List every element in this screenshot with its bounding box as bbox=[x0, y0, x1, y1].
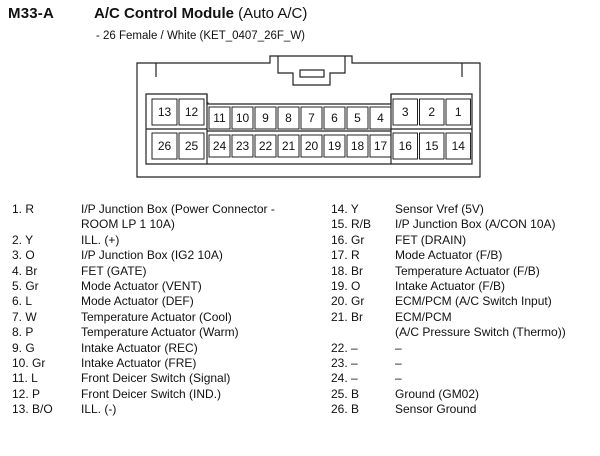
pin-description: (A/C Pressure Switch (Thermo)) bbox=[395, 325, 566, 340]
pin-id: 10. Gr bbox=[12, 355, 46, 370]
pin-number-16: 16 bbox=[398, 139, 412, 153]
pin-row bbox=[12, 371, 322, 386]
pin-description: Intake Actuator (REC) bbox=[81, 340, 198, 355]
pin-id: 7. W bbox=[12, 309, 37, 324]
pin-id: 20. Gr bbox=[331, 294, 365, 309]
pin-description: I/P Junction Box (IG2 10A) bbox=[81, 248, 223, 263]
pin-number-4: 4 bbox=[377, 111, 384, 125]
pin-id: 16. Gr bbox=[331, 232, 365, 247]
pin-list-right bbox=[331, 202, 596, 417]
pin-description: Mode Actuator (DEF) bbox=[81, 294, 194, 309]
pin-row bbox=[12, 264, 322, 279]
pin-row bbox=[12, 279, 322, 294]
pin-row bbox=[12, 387, 322, 402]
pin-row bbox=[12, 248, 322, 263]
pin-number-2: 2 bbox=[428, 105, 436, 119]
pin-number-1: 1 bbox=[454, 105, 462, 119]
pin-description: ECM/PCM (A/C Switch Input) bbox=[395, 294, 552, 309]
pin-number-10: 10 bbox=[235, 111, 250, 125]
pin-number-18: 18 bbox=[350, 139, 365, 153]
connector-subtitle: - 26 Female / White (KET_0407_26F_W) bbox=[96, 30, 305, 42]
pin-number-3: 3 bbox=[401, 105, 409, 119]
pin-id: 24. – bbox=[331, 371, 358, 386]
pin-number-23: 23 bbox=[235, 139, 250, 153]
pin-description: Temperature Actuator (F/B) bbox=[395, 263, 540, 278]
pin-number-6: 6 bbox=[331, 111, 338, 125]
pin-number-24: 24 bbox=[212, 139, 227, 153]
connector-face-diagram bbox=[0, 0, 600, 200]
pin-row bbox=[12, 294, 322, 309]
pin-number-20: 20 bbox=[304, 139, 319, 153]
pin-row bbox=[12, 402, 322, 417]
pin-row bbox=[12, 202, 322, 217]
pin-id: 15. R/B bbox=[331, 217, 372, 232]
pin-row bbox=[331, 202, 596, 217]
pin-id: 4. Br bbox=[12, 263, 38, 278]
pin-description: Temperature Actuator (Warm) bbox=[81, 325, 239, 340]
pin-id: 3. O bbox=[12, 248, 35, 263]
pin-description: ROOM LP 1 10A) bbox=[81, 217, 175, 232]
pin-row bbox=[12, 233, 322, 248]
pin-description: Intake Actuator (F/B) bbox=[395, 278, 506, 293]
pin-number-13: 13 bbox=[157, 105, 172, 119]
pin-description: Sensor Ground bbox=[395, 402, 477, 417]
pin-id: 13. B/O bbox=[12, 402, 53, 417]
pin-description: I/P Junction Box (A/CON 10A) bbox=[395, 217, 556, 232]
pin-id: 19. O bbox=[331, 278, 361, 293]
pin-row bbox=[331, 264, 596, 279]
pin-row bbox=[331, 248, 596, 263]
pin-row bbox=[12, 356, 322, 371]
pin-id: 21. Br bbox=[331, 309, 364, 324]
pin-description: FET (DRAIN) bbox=[395, 232, 467, 247]
pin-id: 5. Gr bbox=[12, 278, 39, 293]
pin-row bbox=[331, 217, 596, 232]
pin-description: Ground (GM02) bbox=[395, 386, 480, 401]
pin-description: I/P Junction Box (Power Connector - bbox=[81, 202, 275, 216]
pin-description: ILL. (+) bbox=[81, 232, 120, 247]
pin-number-5: 5 bbox=[354, 111, 361, 125]
pin-id: 22. – bbox=[331, 340, 358, 355]
pin-id: 17. R bbox=[331, 248, 360, 263]
connector-id: M33-A bbox=[8, 5, 55, 22]
pin-row bbox=[331, 279, 596, 294]
pin-row bbox=[12, 341, 322, 356]
pin-row bbox=[331, 325, 596, 340]
pin-number-7: 7 bbox=[308, 111, 315, 125]
latch-tab bbox=[300, 70, 324, 77]
pin-id: 9. G bbox=[12, 340, 35, 355]
pin-row bbox=[12, 325, 322, 340]
pin-id: 8. P bbox=[12, 325, 34, 340]
pin-number-21: 21 bbox=[281, 139, 296, 153]
pin-description: Sensor Vref (5V) bbox=[395, 202, 484, 216]
pin-number-14: 14 bbox=[451, 139, 465, 153]
pin-id: 12. P bbox=[12, 386, 41, 401]
pin-row bbox=[331, 294, 596, 309]
pin-id: 23. – bbox=[331, 355, 358, 370]
pin-description: ECM/PCM bbox=[395, 309, 452, 324]
pin-number-8: 8 bbox=[285, 111, 292, 125]
pin-description: Front Deicer Switch (IND.) bbox=[81, 386, 222, 401]
pin-description: Front Deicer Switch (Signal) bbox=[81, 371, 231, 386]
pin-row bbox=[331, 371, 596, 386]
pin-row bbox=[331, 341, 596, 356]
pin-number-11: 11 bbox=[213, 111, 226, 125]
pin-number-25: 25 bbox=[184, 139, 199, 153]
pin-number-12: 12 bbox=[184, 105, 199, 119]
pin-number-15: 15 bbox=[425, 139, 439, 153]
pin-number-19: 19 bbox=[327, 139, 342, 153]
pin-id: 26. B bbox=[331, 402, 360, 417]
pin-description: – bbox=[395, 355, 402, 370]
pin-list-left bbox=[12, 202, 322, 417]
title-suffix: (Auto A/C) bbox=[238, 5, 308, 22]
pin-description: Mode Actuator (F/B) bbox=[395, 248, 503, 263]
pin-number-26: 26 bbox=[157, 139, 172, 153]
pin-description: Temperature Actuator (Cool) bbox=[81, 309, 232, 324]
pin-row bbox=[331, 402, 596, 417]
pin-row bbox=[331, 387, 596, 402]
pin-row bbox=[12, 310, 322, 325]
pin-description: ILL. (-) bbox=[81, 402, 117, 417]
pin-id: 1. R bbox=[12, 202, 35, 216]
pin-number-17: 17 bbox=[373, 139, 388, 153]
pin-description: – bbox=[395, 340, 402, 355]
pin-id: 18. Br bbox=[331, 263, 364, 278]
pin-row bbox=[331, 233, 596, 248]
pin-id: 11. L bbox=[12, 371, 38, 386]
title-main: A/C Control Module bbox=[94, 5, 234, 22]
pin-id: 6. L bbox=[12, 294, 33, 309]
pin-row bbox=[331, 356, 596, 371]
pin-description: Intake Actuator (FRE) bbox=[81, 355, 197, 370]
pin-id: 14. Y bbox=[331, 202, 359, 216]
pin-description: – bbox=[395, 371, 402, 386]
pin-id: 25. B bbox=[331, 386, 360, 401]
pin-number-22: 22 bbox=[258, 139, 273, 153]
pin-description: FET (GATE) bbox=[81, 263, 147, 278]
pin-row bbox=[12, 217, 322, 232]
pin-row bbox=[331, 310, 596, 325]
pin-id: 2. Y bbox=[12, 232, 34, 247]
pin-number-9: 9 bbox=[262, 111, 269, 125]
pin-description: Mode Actuator (VENT) bbox=[81, 278, 202, 293]
